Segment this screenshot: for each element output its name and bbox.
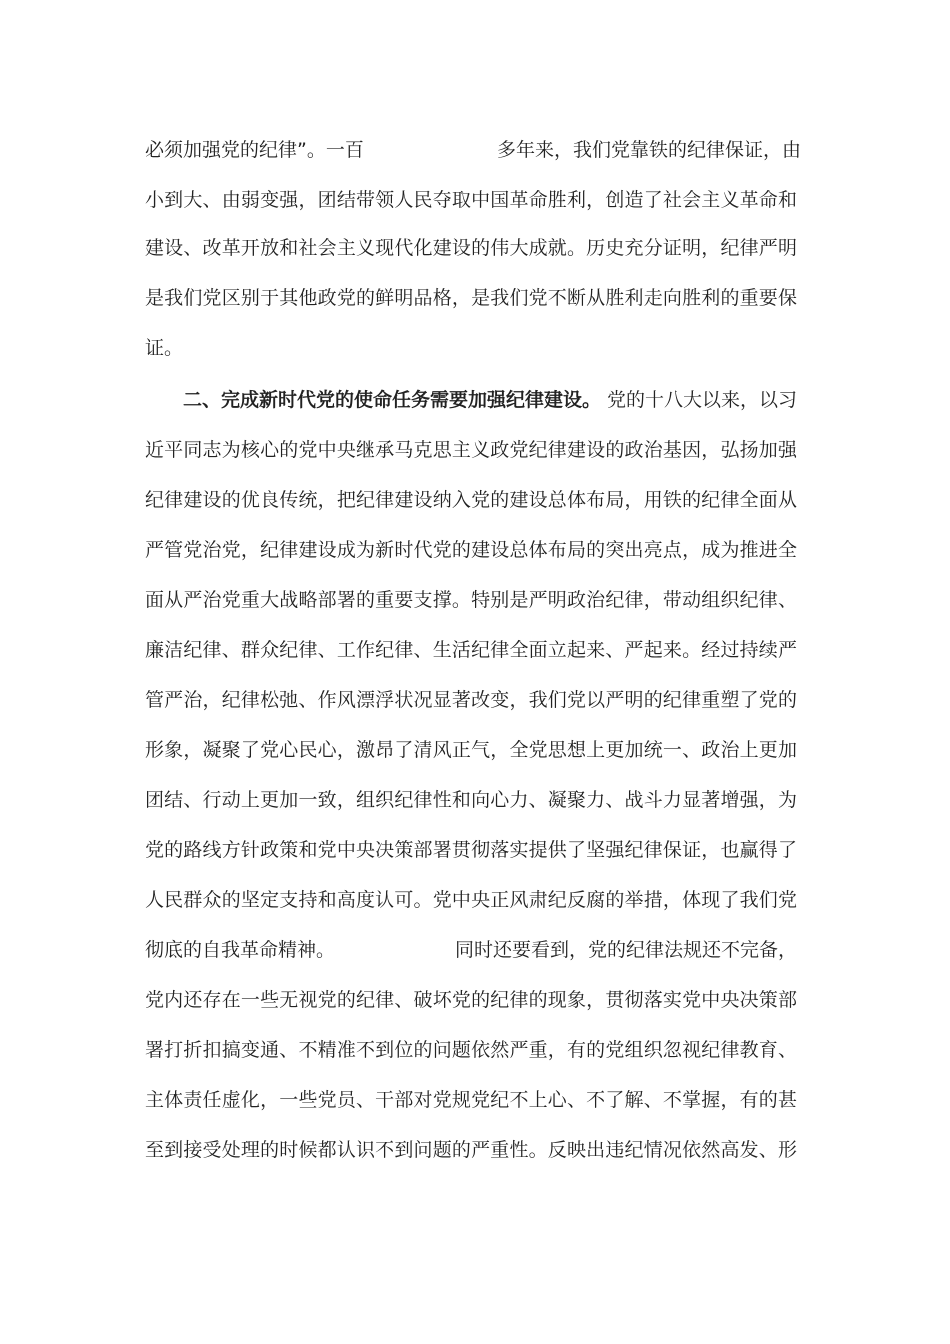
text-line: 近平同志为核心的党中央继承马克思主义政党纪律建设的政治基因，弘扬加强 (145, 439, 797, 461)
text-line: 党内还存在一些无视党的纪律、破坏党的纪律的现象，贯彻落实党中央决策部 (145, 989, 797, 1011)
text-line: 建设、改革开放和社会主义现代化建设的伟大成就。历史充分证明，纪律严明 (145, 237, 797, 259)
text-line: 署打折扣搞变通、不精准不到位的问题依然严重，有的党组织忽视纪律教育、 (145, 1039, 797, 1061)
text-line: 党的路线方针政策和党中央决策部署贯彻落实提供了坚强纪律保证，也赢得了 (145, 839, 797, 861)
text-line (145, 125, 802, 175)
text-line: 廉洁纪律、群众纪律、工作纪律、生活纪律全面立起来、严起来。经过持续严 (145, 639, 797, 661)
text-line: 形象，凝聚了党心民心，激昂了清风正气，全党思想上更加统一、政治上更加 (145, 739, 797, 761)
text-segment: 同时还要看到，党的纪律法规还不完备， (455, 939, 798, 961)
text-line: 管严治，纪律松弛、作风漂浮状况显著改变，我们党以严明的纪律重塑了党的 (145, 689, 797, 711)
text-line: 至到接受处理的时候都认识不到问题的严重性。反映出违纪情况依然高发、形 (145, 1139, 797, 1161)
text-line: 主体责任虚化，一些党员、干部对党规党纪不上心、不了解、不掌握，有的甚 (145, 1089, 797, 1111)
text-segment: 必须加强党的纪律”。一百 (145, 139, 364, 161)
text-line: 纪律建设的优良传统，把纪律建设纳入党的建设总体布局，用铁的纪律全面从 (145, 489, 797, 511)
text-line (145, 925, 797, 975)
text-line: 证。 (145, 337, 184, 359)
text-segment: 党的十八大以来，以习 (607, 389, 798, 411)
text-line: 人民群众的坚定支持和高度认可。党中央正风肃纪反腐的举措，体现了我们党 (145, 889, 797, 911)
section-heading: 二、完成新时代党的使命任务需要加强纪律建设。 (183, 389, 602, 411)
text-segment: 彻底的自我革命精神。 (145, 939, 336, 961)
text-line: 小到大、由弱变强，团结带领人民夺取中国革命胜利，创造了社会主义革命和 (145, 189, 797, 211)
text-segment: 多年来，我们党靠铁的纪律保证，由 (497, 139, 802, 161)
text-line: 严管党治党，纪律建设成为新时代党的建设总体布局的突出亮点，成为推进全 (145, 539, 797, 561)
text-line: 是我们党区别于其他政党的鲜明品格，是我们党不断从胜利走向胜利的重要保 (145, 287, 797, 309)
text-line: 团结、行动上更加一致，组织纪律性和向心力、凝聚力、战斗力显著增强，为 (145, 789, 797, 811)
text-line: 面从严治党重大战略部署的重要支撑。特别是严明政治纪律，带动组织纪律、 (145, 589, 797, 611)
section-heading-line (145, 375, 797, 425)
